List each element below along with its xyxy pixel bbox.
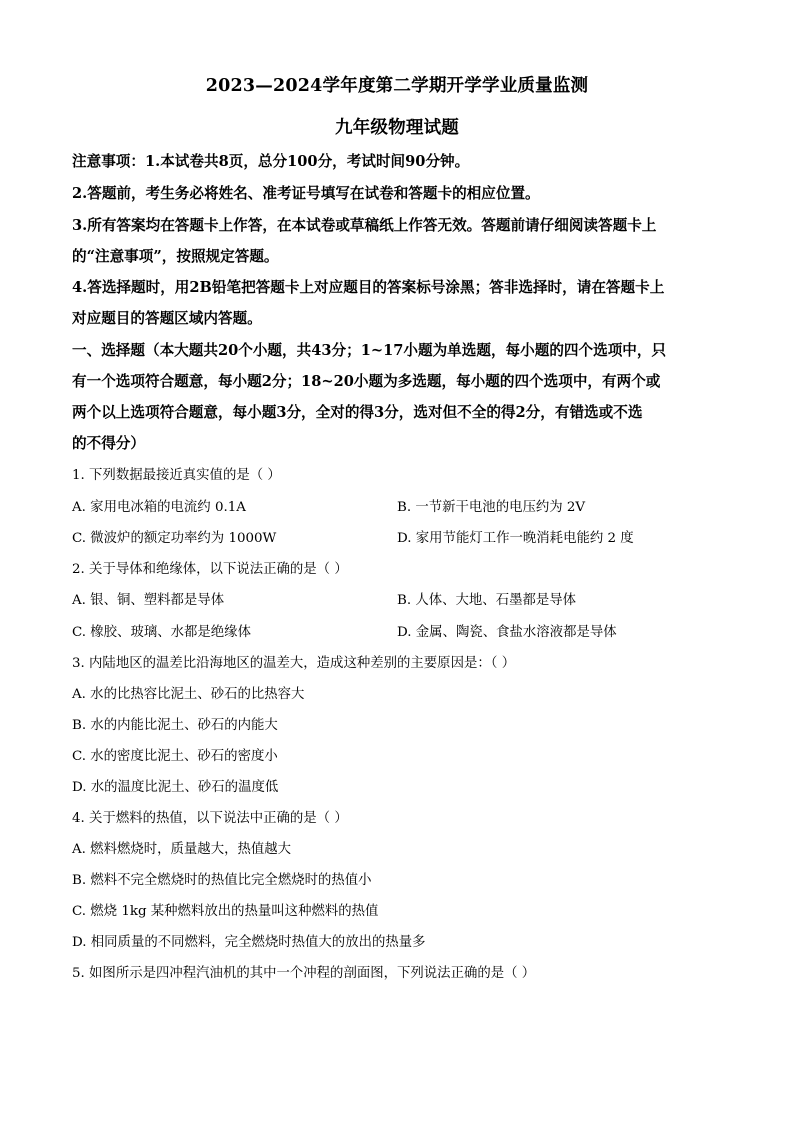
question-stem: 1. 下列数据最接近真实值的是（ ） xyxy=(72,468,281,483)
option-b: B. 人体、大地、石墨都是导体 xyxy=(397,593,577,608)
option-c: C. 燃烧 1kg 某种燃料放出的热量叫这种燃料的热值 xyxy=(72,904,379,919)
question-stem: 2. 关于导体和绝缘体，以下说法正确的是（ ） xyxy=(72,562,348,577)
page-title: 2023—2024学年度第二学期开学学业质量监测 xyxy=(205,76,589,96)
option-c: C. 橡胶、玻璃、水都是绝缘体 xyxy=(72,625,251,640)
option-b: B. 燃料不完全燃烧时的热值比完全燃烧时的热值小 xyxy=(72,873,372,888)
section-heading: 的不得分） xyxy=(72,435,145,452)
note-line: 的“注意事项”，按照规定答题。 xyxy=(72,248,279,265)
option-b: B. 一节新干电池的电压约为 2V xyxy=(397,500,586,515)
option-a: A. 水的比热容比泥土、砂石的比热容大 xyxy=(72,687,305,702)
page-subtitle: 九年级物理试题 xyxy=(334,118,459,138)
option-c: C. 微波炉的额定功率约为 1000W xyxy=(72,531,277,546)
option-d: D. 相同质量的不同燃料，完全燃烧时热值大的放出的热量多 xyxy=(72,935,426,950)
note-line: 3.所有答案均在答题卡上作答，在本试卷或草稿纸上作答无效。答题前请仔细阅读答题卡上 xyxy=(72,217,657,234)
question-stem: 3. 内陆地区的温差比沿海地区的温差大，造成这种差别的主要原因是：（ ） xyxy=(72,656,516,671)
option-d: D. 家用节能灯工作一晚消耗电能约 2 度 xyxy=(397,531,634,546)
question-stem: 5. 如图所示是四冲程汽油机的其中一个冲程的剖面图，下列说法正确的是（ ） xyxy=(72,966,536,981)
section-heading: 一、选择题（本大题共20个小题，共43分；1~17小题为单选题，每小题的四个选项中，只 xyxy=(72,342,667,359)
note-line: 2.答题前，考生务必将姓名、准考证号填写在试卷和答题卡的相应位置。 xyxy=(72,185,540,202)
option-c: C. 水的密度比泥土、砂石的密度小 xyxy=(72,749,278,764)
note-line: 4.答选择题时，用2B铅笔把答题卡上对应题目的答案标号涂黑；答非选择时，请在答题卡上 xyxy=(72,279,665,296)
option-b: B. 水的内能比泥土、砂石的内能大 xyxy=(72,718,278,733)
section-heading: 有一个选项符合题意，每小题2分；18~20小题为多选题，每小题的四个选项中，有两个或 xyxy=(72,373,661,390)
note-line: 对应题目的答题区域内答题。 xyxy=(72,310,262,327)
note-line: 注意事项：1.本试卷共8页，总分100分，考试时间90分钟。 xyxy=(72,153,470,170)
question-stem: 4. 关于燃料的热值，以下说法中正确的是（ ） xyxy=(72,811,348,826)
section-heading: 两个以上选项符合题意，每小题3分，全对的得3分，选对但不全的得2分，有错选或不选 xyxy=(72,404,643,421)
option-a: A. 燃料燃烧时，质量越大，热值越大 xyxy=(72,842,292,857)
option-d: D. 水的温度比泥土、砂石的温度低 xyxy=(72,780,279,795)
option-a: A. 家用电冰箱的电流约 0.1A xyxy=(72,500,246,515)
option-d: D. 金属、陶瓷、食盐水溶液都是导体 xyxy=(397,625,617,640)
option-a: A. 银、铜、塑料都是导体 xyxy=(72,593,225,608)
